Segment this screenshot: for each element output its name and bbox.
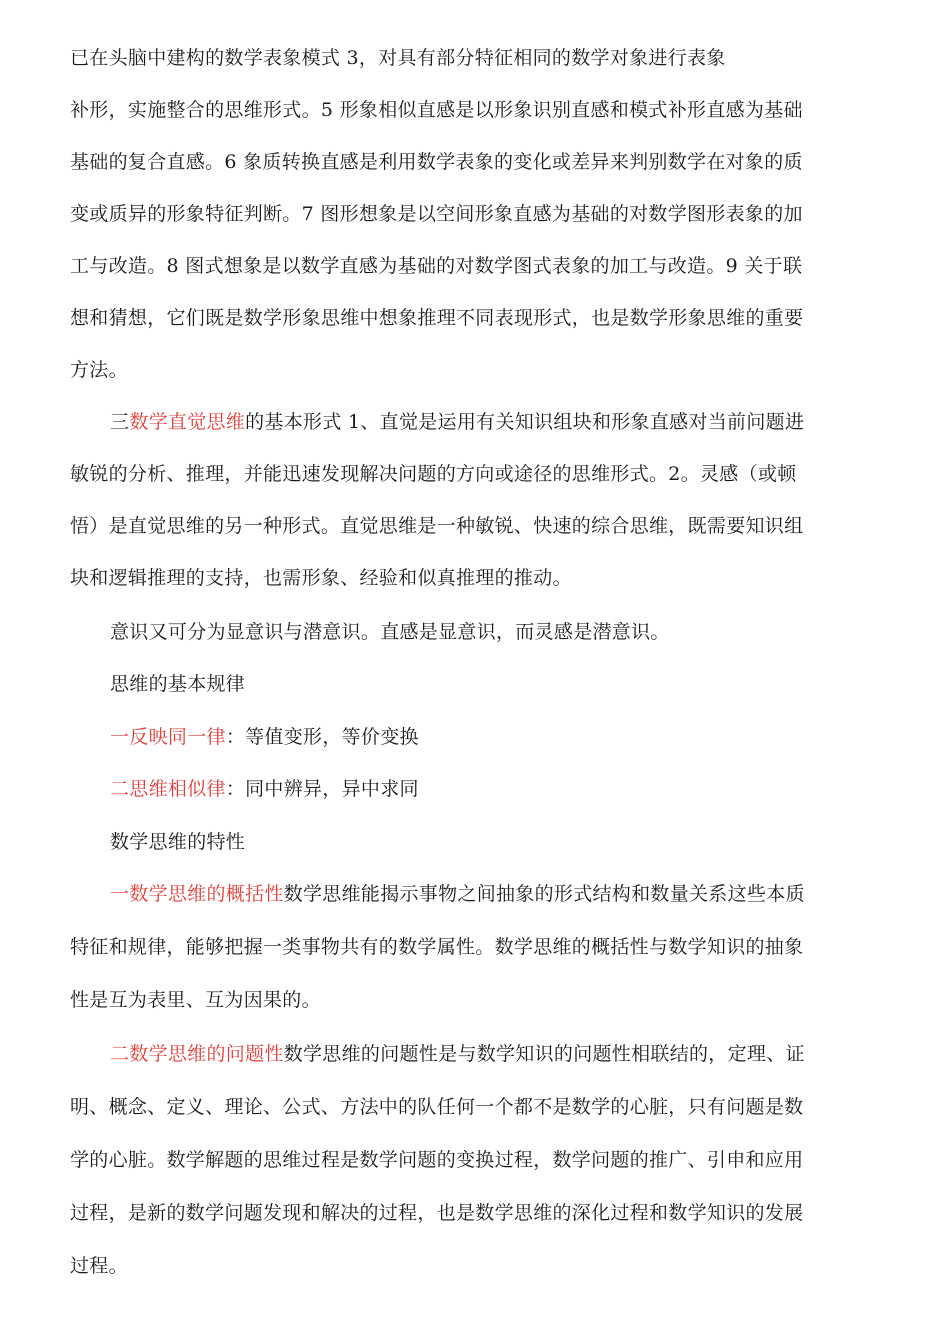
- text-line: [70, 149, 803, 175]
- text-segment: 悟）是直觉思维的另一种形式。直觉思维是一种敏锐、快速的综合思维，既需要知识组: [70, 515, 804, 537]
- highlighted-heading: 二思维相似律: [110, 778, 226, 800]
- text-segment: ：同中辨异，异中求同: [225, 778, 419, 800]
- text-line: [70, 357, 128, 383]
- text-line: [70, 934, 803, 960]
- text-segment: 补形，实施整合的思维形式。5 形象相似直感是以形象识别直感和模式补形直感为基础: [70, 99, 803, 121]
- text-line: [110, 409, 804, 435]
- text-segment: 特征和规律，能够把握一类事物共有的数学属性。数学思维的概括性与数学知识的抽象: [70, 936, 804, 958]
- highlighted-heading: 一反映同一律: [110, 726, 226, 748]
- text-line: [110, 776, 419, 802]
- text-segment: 数学思维的问题性是与数学知识的问题性相联结的，定理、证: [283, 1043, 805, 1065]
- text-segment: 性是互为表里、互为因果的。: [70, 989, 321, 1011]
- section-heading: [110, 671, 245, 697]
- text-segment: 学的心脏。数学解题的思维过程是数学问题的变换过程，数学问题的推广、引申和应用: [70, 1149, 804, 1171]
- text-segment: 明、概念、定义、理论、公式、方法中的队任何一个都不是数学的心脏，只有问题是数: [70, 1096, 804, 1118]
- highlighted-heading: 数学直觉思维: [129, 411, 246, 433]
- text-line: [70, 513, 803, 539]
- text-line: [70, 97, 803, 123]
- text-line: [70, 1094, 803, 1120]
- text-segment: 的基本形式 1、直觉是运用有关知识组块和形象直感对当前问题进: [245, 411, 805, 433]
- text-line: [70, 1253, 128, 1279]
- section-heading: [110, 829, 245, 855]
- text-line: [110, 619, 670, 645]
- text-segment: ：等值变形，等价变换: [225, 726, 419, 748]
- text-line: [70, 305, 803, 331]
- text-segment: 工与改造。8 图式想象是以数学直感为基础的对数学图式表象的加工与改造。9 关于联: [70, 255, 803, 277]
- text-line: [70, 1200, 803, 1226]
- text-segment: 数学思维能揭示事物之间抽象的形式结构和数量关系这些本质: [283, 883, 805, 905]
- text-segment: 变或质异的形象特征判断。7 图形想象是以空间形象直感为基础的对数学图形表象的加: [70, 203, 803, 225]
- text-segment: 想和猜想，它们既是数学形象思维中想象推理不同表现形式，也是数学形象思维的重要: [70, 307, 804, 329]
- text-segment: 过程，是新的数学问题发现和解决的过程，也是数学思维的深化过程和数学知识的发展: [70, 1202, 804, 1224]
- highlighted-heading: 二数学思维的问题性: [110, 1043, 284, 1065]
- text-line: [110, 1041, 805, 1067]
- text-line: [70, 201, 803, 227]
- text-line: [70, 987, 321, 1013]
- text-segment: 数学思维的特性: [110, 831, 246, 853]
- highlighted-heading: 一数学思维的概括性: [110, 883, 284, 905]
- text-segment: 方法。: [70, 359, 128, 381]
- text-line: [70, 253, 802, 279]
- text-segment: 敏锐的分析、推理，并能迅速发现解决问题的方向或途径的思维形式。2。灵感（或顿: [70, 463, 797, 485]
- text-segment: 三: [110, 411, 130, 433]
- text-line: [110, 881, 805, 907]
- text-segment: 已在头脑中建构的数学表象模式 3，对具有部分特征相同的数学对象进行表象: [70, 47, 726, 69]
- text-line: [70, 45, 726, 71]
- text-segment: 思维的基本规律: [110, 673, 246, 695]
- text-line: [70, 461, 797, 487]
- text-segment: 基础的复合直感。6 象质转换直感是利用数学表象的变化或差异来判别数学在对象的质: [70, 151, 803, 173]
- text-segment: 过程。: [70, 1255, 128, 1277]
- text-line: [70, 1147, 803, 1173]
- text-line: [110, 724, 419, 750]
- text-segment: 块和逻辑推理的支持，也需形象、经验和似真推理的推动。: [70, 567, 572, 589]
- text-line: [70, 565, 572, 591]
- text-segment: 意识又可分为显意识与潜意识。直感是显意识，而灵感是潜意识。: [110, 621, 670, 643]
